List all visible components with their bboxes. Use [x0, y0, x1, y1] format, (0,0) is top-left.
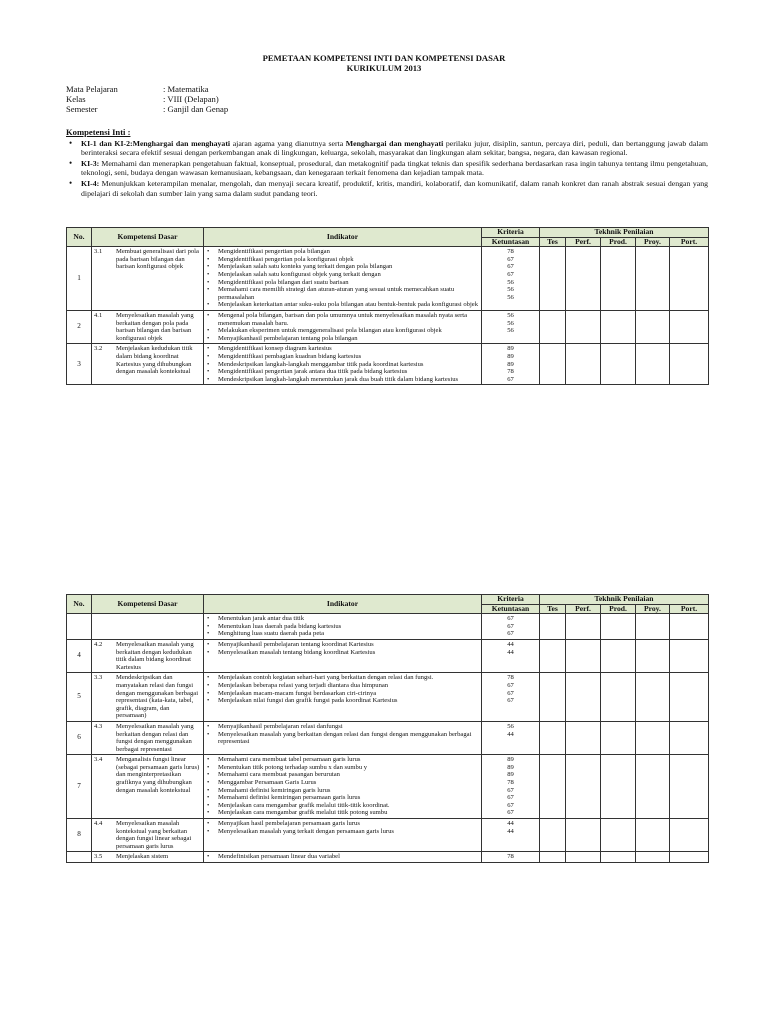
kd-cell — [92, 639, 204, 672]
kriteria-cell — [482, 673, 540, 722]
teknik-port-cell — [670, 614, 709, 640]
teknik-prod-cell — [601, 721, 636, 754]
kd-code: 3.5 — [94, 853, 103, 861]
teknik-prod-cell — [601, 673, 636, 722]
indikator-item: • Mengidentifikasi konsep diagram kartesius — [206, 345, 479, 353]
col-header-ketuntasan: Ketuntasan — [482, 604, 540, 614]
kriteria-value: 67 — [507, 615, 514, 623]
kriteria-value: 89 — [507, 360, 514, 368]
ki-item: • KI-1 dan KI-2:Menghargai dan menghayati ajaran agama yang dianutnya serta Menghargai dan menghayati perilaku jujur, disiplin, santun, percaya diri, peduli, dan bertanggung jawab dalam berinteraksi secara efektif sesuai dengan perkembangan anak di lingkungan, keluarga, sekolah, masyarakat dan lingkungan alam sekitar, bangsa, negara, dan kawasan regional. — [66, 139, 708, 158]
col-header-ketuntasan: Ketuntasan — [482, 237, 540, 247]
kd-cell — [92, 721, 204, 754]
row-number: 2 — [67, 310, 92, 343]
indikator-cell — [204, 614, 482, 640]
kriteria-cell — [482, 639, 540, 672]
row-number: 1 — [67, 247, 92, 311]
teknik-perf-cell — [566, 639, 601, 672]
indikator-list — [206, 723, 479, 746]
kd-cell — [92, 819, 204, 852]
teknik-proy-cell — [636, 639, 670, 672]
kd-cell — [92, 247, 204, 311]
table-row — [67, 310, 709, 343]
teknik-tes-cell — [540, 819, 566, 852]
meta-row — [66, 104, 228, 114]
teknik-proy-cell — [636, 247, 670, 311]
kriteria-value: 56 — [507, 311, 514, 319]
indikator-cell — [204, 247, 482, 311]
indikator-item: • Memahami cara memilih strategi dan aturan-aturan yang sesuai untuk memecahkan suatu permasalahan — [206, 286, 479, 301]
teknik-prod-cell — [601, 310, 636, 343]
teknik-perf-cell — [566, 310, 601, 343]
kriteria-value: 44 — [507, 730, 514, 738]
kriteria-value: 44 — [507, 827, 514, 835]
kriteria-cell — [482, 247, 540, 311]
teknik-prod-cell — [601, 344, 636, 385]
kd-text: Menyelesaikan masalah yang berkaitan dengan pola pada barisan bilangan dan barisan konfigurasi objek — [116, 311, 194, 342]
teknik-proy-cell — [636, 721, 670, 754]
teknik-perf-cell — [566, 819, 601, 852]
indikator-item: • Mengenal pola bilangan, barisan dan pola umumnya untuk menyelesaikan masalah nyata serta menemukan masalah baru. — [206, 312, 479, 327]
kd-code: 3.4 — [94, 756, 103, 764]
teknik-tes-cell — [540, 673, 566, 722]
col-header-port: Port. — [670, 604, 709, 614]
kd-code: 4.2 — [94, 640, 103, 648]
indikator-item: • Mengidentifikasi pola bilangan dari suatu barisan — [206, 279, 479, 287]
teknik-port-cell — [670, 819, 709, 852]
table-row — [67, 673, 709, 722]
teknik-proy-cell — [636, 614, 670, 640]
kriteria-value: 67 — [507, 681, 514, 689]
col-header-indikator: Indikator — [204, 595, 482, 614]
teknik-prod-cell — [601, 819, 636, 852]
kd-text: Menyelesaikan masalah kontekstual yang berkaitan dengan fungsi linear sebagai persamaan garis lurus — [116, 820, 192, 850]
table-row — [67, 852, 709, 863]
kd-text: Membuat generalisasi dari pola pada barisan bilangan dan barisan konfigurasi objek — [116, 248, 199, 271]
kriteria-cell — [482, 852, 540, 863]
teknik-tes-cell — [540, 614, 566, 640]
document-title: PEMETAAN KOMPETENSI INTI DAN KOMPETENSI DASAR — [262, 53, 506, 63]
teknik-perf-cell — [566, 852, 601, 863]
col-header-prod: Prod. — [601, 604, 636, 614]
kd-text: Menjelaskan kedudukan titik dalam bidang koordinat Kartesius yang dihubungkan dengan masalah kontekstual — [116, 345, 193, 376]
teknik-prod-cell — [601, 639, 636, 672]
teknik-perf-cell — [566, 755, 601, 819]
teknik-port-cell — [670, 673, 709, 722]
indikator-item: • Memahami definisi kemiringan persamaan garis lurus — [206, 794, 479, 802]
col-header-no: No. — [67, 595, 92, 614]
kriteria-list — [484, 248, 537, 301]
indikator-item: • Menjelaskan salah satu konteks yang terkait dengan pola bilangan — [206, 263, 479, 271]
indikator-cell — [204, 673, 482, 722]
indikator-list — [206, 674, 479, 704]
indikator-cell — [204, 344, 482, 385]
indikator-item: • Menjelaskan nilai fungsi dan grafik fungsi pada koordinat Kartesius — [206, 697, 479, 705]
col-header-perf: Perf. — [566, 604, 601, 614]
teknik-port-cell — [670, 310, 709, 343]
indikator-item: • Mengidentifikasi pengertian pola konfigurasi objek — [206, 256, 479, 264]
teknik-tes-cell — [540, 247, 566, 311]
indikator-cell — [204, 721, 482, 754]
row-number: 4 — [67, 639, 92, 672]
indikator-item: • Menjelaskan beberapa relasi yang terjadi diantara dua himpunan — [206, 682, 479, 690]
indikator-list — [206, 248, 479, 309]
kd-text: Menyelesaikan masalah yang berkaitan dengan kedudukan titik dalam bidang koordinat Kartesius — [116, 640, 194, 671]
kriteria-value: 67 — [507, 622, 514, 630]
table-row — [67, 344, 709, 385]
col-header-kd: Kompetensi Dasar — [92, 595, 204, 614]
teknik-proy-cell — [636, 673, 670, 722]
indikator-cell — [204, 852, 482, 863]
col-header-kriteria: Kriteria — [482, 228, 540, 238]
teknik-prod-cell — [601, 755, 636, 819]
kriteria-list — [484, 820, 537, 835]
indikator-item: • Mendeskripsikan langkah-langkah menggambar titik pada koordinat kartesius — [206, 361, 479, 369]
kd-wrap — [94, 674, 201, 720]
kriteria-value: 67 — [507, 809, 514, 817]
meta-value: : Ganjil dan Genap — [163, 104, 229, 114]
kriteria-list — [484, 615, 537, 638]
kriteria-list — [484, 312, 537, 335]
kd-code: 3.2 — [94, 345, 103, 353]
kriteria-value: 67 — [507, 697, 514, 705]
indikator-list — [206, 853, 479, 861]
col-header-indikator: Indikator — [204, 228, 482, 247]
col-header-prod: Prod. — [601, 237, 636, 247]
indikator-cell — [204, 819, 482, 852]
table-row — [67, 247, 709, 311]
table-row — [67, 639, 709, 672]
kriteria-value: 78 — [507, 248, 514, 256]
teknik-tes-cell — [540, 639, 566, 672]
kd-code: 3.3 — [94, 674, 103, 682]
teknik-prod-cell — [601, 852, 636, 863]
teknik-proy-cell — [636, 310, 670, 343]
kriteria-value: 44 — [507, 648, 514, 656]
kriteria-cell — [482, 721, 540, 754]
teknik-proy-cell — [636, 819, 670, 852]
indikator-item: • Menjelaskan cara mengambar grafik melalui titik-titik koordinat. — [206, 802, 479, 810]
kriteria-cell — [482, 819, 540, 852]
kriteria-value: 89 — [507, 763, 514, 771]
kd-text: Menganalisis fungsi linear (sebagai persamaan garis lurus) dan menginterpretasikan grafiknya yang dihubungkan dengan masalah kontekstual — [116, 756, 200, 794]
indikator-item: • Menyajikanhasil pembelajaran tentang koordinat Kartesius — [206, 641, 479, 649]
indikator-item: • Memahami cara membuat tabel persamaan garis lurus — [206, 756, 479, 764]
kd-wrap — [94, 756, 201, 794]
kd-wrap — [94, 853, 201, 861]
row-number: 8 — [67, 819, 92, 852]
indikator-item: • Mengidentifikasi pengertian jarak antara dua titik pada bidang kartesius — [206, 368, 479, 376]
teknik-port-cell — [670, 344, 709, 385]
col-header-tes: Tes — [540, 237, 566, 247]
kriteria-value: 56 — [507, 722, 514, 730]
col-header-teknik: Tekhnik Penilaian — [540, 595, 709, 605]
kriteria-value: 67 — [507, 786, 514, 794]
indikator-cell — [204, 639, 482, 672]
kriteria-value: 67 — [507, 263, 514, 271]
kriteria-value: 67 — [507, 270, 514, 278]
indikator-item: • Menentukan titik potong terhadap sumbu x dan sumbu y — [206, 764, 479, 772]
kd-cell — [92, 755, 204, 819]
teknik-tes-cell — [540, 344, 566, 385]
kriteria-cell — [482, 310, 540, 343]
kd-wrap — [94, 345, 201, 375]
meta-row — [66, 84, 228, 94]
indikator-list — [206, 312, 479, 342]
kd-wrap — [94, 723, 201, 753]
teknik-proy-cell — [636, 755, 670, 819]
kompetensi-inti — [66, 128, 708, 198]
teknik-proy-cell — [636, 344, 670, 385]
col-header-tes: Tes — [540, 604, 566, 614]
kd-cell — [92, 614, 204, 640]
indikator-item: • Menentukan luas daerah pada bidang kartesius — [206, 623, 479, 631]
indikator-item: • Menyelesaikan masalah yang terkait dengan persamaan garis lurus — [206, 828, 479, 836]
teknik-perf-cell — [566, 721, 601, 754]
teknik-port-cell — [670, 852, 709, 863]
col-header-no: No. — [67, 228, 92, 247]
teknik-port-cell — [670, 721, 709, 754]
kriteria-value: 78 — [507, 853, 514, 861]
row-number — [67, 852, 92, 863]
kriteria-list — [484, 723, 537, 738]
kriteria-value: 67 — [507, 794, 514, 802]
meta-row — [66, 94, 228, 104]
teknik-port-cell — [670, 247, 709, 311]
indikator-item: • Menyelesaikan masalah tentang bidang koordinat Kartesius — [206, 649, 479, 657]
kd-cell — [92, 852, 204, 863]
indikator-item: • Menyajikanhasil pembelajaran tentang pola bilangan — [206, 335, 479, 343]
kd-text: Menyelesaikan masalah yang berkaitan dengan relasi dan fungsi dengan menggunakan berbagai representasi — [116, 722, 194, 753]
table-row — [67, 614, 709, 640]
col-header-proy: Proy. — [636, 604, 670, 614]
row-number — [67, 614, 92, 640]
indikator-cell — [204, 755, 482, 819]
kriteria-cell — [482, 344, 540, 385]
meta-value: : Matematika — [163, 84, 209, 94]
col-header-perf: Perf. — [566, 237, 601, 247]
competency-table-2 — [66, 594, 709, 863]
kd-text: Mendeskripsikan dan manyatakan relasi dan fungsi dengan menggunakan berbagai representasi (kata-kata, tabel, grafik, diagram, dan persamaan) — [116, 674, 199, 720]
meta-value: : VIII (Delapan) — [163, 94, 219, 104]
indikator-item: • Menjelaskan salah satu konfigurasi objek yang terkait dengan — [206, 271, 479, 279]
table-row — [67, 721, 709, 754]
indikator-item: • Mengidentifikasi pengertian pola bilangan — [206, 248, 479, 256]
kriteria-value: 56 — [507, 327, 514, 335]
kd-code: 4.4 — [94, 820, 103, 828]
meta-label: Semester — [66, 104, 98, 114]
competency-table-1 — [66, 227, 709, 385]
ki-item: • KI-4: Menunjukkan keterampilan menalar, mengolah, dan menyaji secara kreatif, produktif, kritis, mandiri, kolaboratif, dan komunikatif, dalam ranah konkret dan ranah abstrak sesuai dengan yang dipelajari di sekolah dan sumber lain yang sama dalam sudut pandang teori. — [66, 179, 708, 198]
teknik-proy-cell — [636, 852, 670, 863]
col-header-teknik: Tekhnik Penilaian — [540, 228, 709, 238]
indikator-item: • Menghitung luas suatu daerah pada peta — [206, 630, 479, 638]
teknik-prod-cell — [601, 614, 636, 640]
indikator-item: • Menyajikan hasil pembelajaran persamaan garis lurus — [206, 820, 479, 828]
kriteria-value: 78 — [507, 368, 514, 376]
indikator-item: • Memahami cara membuat pasangan berurutan — [206, 771, 479, 779]
indikator-item: • Menggambar Persamaan Garis Lurus — [206, 779, 479, 787]
kriteria-value: 89 — [507, 352, 514, 360]
kd-wrap — [94, 248, 201, 271]
indikator-list — [206, 615, 479, 638]
indikator-item: • Mendefinisikan persamaan linear dua variabel — [206, 853, 479, 861]
indikator-item: • Menyelesaikan masalah yang berkaitan dengan relasi dan fungsi dengan menggunakan berbagai representasi — [206, 731, 479, 746]
kriteria-value: 78 — [507, 674, 514, 682]
indikator-item: • Melakukan eksperimen untuk menggeneralisasi pola bilangan atau konfigurasi objek — [206, 327, 479, 335]
kriteria-value: 89 — [507, 345, 514, 353]
teknik-port-cell — [670, 639, 709, 672]
kriteria-value: 67 — [507, 630, 514, 638]
teknik-perf-cell — [566, 344, 601, 385]
col-header-port: Port. — [670, 237, 709, 247]
teknik-perf-cell — [566, 614, 601, 640]
table-row — [67, 819, 709, 852]
kriteria-value: 67 — [507, 801, 514, 809]
kriteria-value: 89 — [507, 756, 514, 764]
teknik-tes-cell — [540, 852, 566, 863]
kd-code: 4.1 — [94, 311, 103, 319]
kriteria-value: 89 — [507, 771, 514, 779]
indikator-item: • Mengidentifikasi pembagian kuadran bidang kartesius — [206, 353, 479, 361]
indikator-list — [206, 345, 479, 383]
kd-wrap — [94, 641, 201, 671]
col-header-kd: Kompetensi Dasar — [92, 228, 204, 247]
kd-cell — [92, 673, 204, 722]
indikator-list — [206, 820, 479, 835]
document-subtitle: KURIKULUM 2013 — [346, 63, 422, 73]
kriteria-value: 56 — [507, 319, 514, 327]
row-number: 3 — [67, 344, 92, 385]
kd-wrap — [94, 312, 201, 342]
kriteria-value: 67 — [507, 255, 514, 263]
ki-item: • KI-3: Memahami dan menerapkan pengetahuan faktual, konseptual, prosedural, dan metakognitif pada tingkat teknis dan spesifik sederhana berdasarkan rasa ingin tahunya tentang ilmu pengetahuan, teknologi, seni, budaya dengan wawasan kemanusiaan, kebangsaan, dan kenegaraan terkait fenomena dan kejadian tampak mata. — [66, 159, 708, 178]
kriteria-value: 78 — [507, 779, 514, 787]
indikator-item: • Menyajikanhasil pembelajaran relasi danfungsi — [206, 723, 479, 731]
kompetensi-inti-heading: Kompetensi Inti : — [66, 127, 131, 137]
kd-cell — [92, 344, 204, 385]
row-number: 7 — [67, 755, 92, 819]
kriteria-value: 56 — [507, 293, 514, 301]
teknik-port-cell — [670, 755, 709, 819]
meta-label: Kelas — [66, 94, 86, 104]
table-row — [67, 755, 709, 819]
kd-code: 4.3 — [94, 722, 103, 730]
kriteria-value: 44 — [507, 820, 514, 828]
indikator-item: • Memahami definisi kemiringan garis lurus — [206, 787, 479, 795]
teknik-tes-cell — [540, 721, 566, 754]
indikator-list — [206, 641, 479, 656]
kriteria-list — [484, 345, 537, 383]
indikator-cell — [204, 310, 482, 343]
kriteria-value: 44 — [507, 640, 514, 648]
indikator-list — [206, 756, 479, 817]
kriteria-list — [484, 853, 537, 861]
indikator-item: • Menjelaskan macam-macam fungsi berdasarkan ciri-cirinya — [206, 690, 479, 698]
subject-info — [66, 84, 228, 114]
kd-text: Menjelaskan sistem — [116, 853, 169, 861]
col-header-proy: Proy. — [636, 237, 670, 247]
indikator-item: • Mendeskripsikan langkah-langkah menentukan jarak dua buah titik dalam bidang kartesius — [206, 376, 479, 384]
kriteria-cell — [482, 755, 540, 819]
kriteria-list — [484, 756, 537, 817]
kd-code: 3.1 — [94, 248, 103, 256]
kriteria-value: 56 — [507, 286, 514, 294]
indikator-item: • Menjelaskan cara mengambar grafik melalui titik potong sumbu — [206, 809, 479, 817]
kriteria-list — [484, 674, 537, 704]
kd-cell — [92, 310, 204, 343]
kriteria-list — [484, 641, 537, 656]
row-number: 5 — [67, 673, 92, 722]
teknik-tes-cell — [540, 310, 566, 343]
teknik-prod-cell — [601, 247, 636, 311]
teknik-perf-cell — [566, 247, 601, 311]
teknik-perf-cell — [566, 673, 601, 722]
kriteria-value: 56 — [507, 278, 514, 286]
indikator-item: • Menjelaskan contoh kegiatan sehari-hari yang berkaitan dengan relasi dan fungsi. — [206, 674, 479, 682]
kriteria-value: 67 — [507, 375, 514, 383]
col-header-kriteria: Kriteria — [482, 595, 540, 605]
kriteria-value: 67 — [507, 689, 514, 697]
kd-wrap — [94, 820, 201, 850]
indikator-item: • Menentukan jarak antar dua titik — [206, 615, 479, 623]
row-number: 6 — [67, 721, 92, 754]
kriteria-cell — [482, 614, 540, 640]
teknik-tes-cell — [540, 755, 566, 819]
meta-label: Mata Pelajaran — [66, 84, 118, 94]
indikator-item: • Menjelaskan keterkaitan antar suku-suku pola bilangan atau bentuk-bentuk pada konfigurasi objek — [206, 301, 479, 309]
